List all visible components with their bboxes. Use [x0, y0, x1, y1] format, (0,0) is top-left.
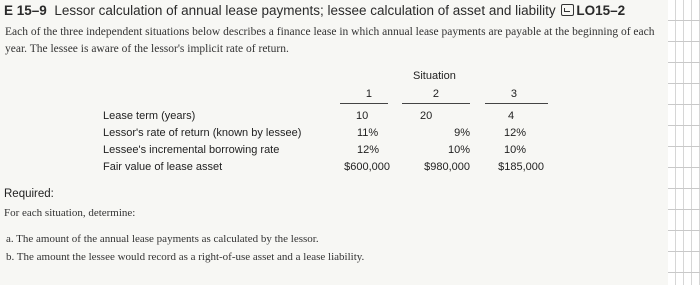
row-label-lessor-rate: Lessor's rate of return (known by lessee): [103, 127, 302, 139]
required-item-b: b. The amount the lessee would record as a right-of-use asset and a lease liability.: [6, 251, 365, 263]
table-cell: $185,000: [498, 161, 544, 173]
learning-objective[interactable]: LO15–2: [576, 3, 626, 18]
table-cell: 10%: [504, 144, 527, 156]
required-instruction: For each situation, determine:: [4, 207, 136, 219]
required-heading: Required:: [4, 188, 54, 200]
exercise-header: [4, 3, 625, 18]
column-header-2: 2: [432, 88, 439, 100]
exercise-number: E 15–9: [4, 3, 47, 18]
link-icon[interactable]: [561, 4, 574, 16]
situation-2-values: [412, 108, 470, 176]
row-label-fair-value: Fair value of lease asset: [103, 161, 223, 173]
situation-1-values: [332, 108, 390, 176]
table-cell: 11%: [357, 127, 379, 139]
table-cell: 12%: [504, 127, 527, 139]
row-label-lessee-rate: Lessee's incremental borrowing rate: [103, 144, 280, 156]
grid-paper-edge: [668, 0, 700, 285]
column-rule-3: [485, 103, 548, 104]
intro-paragraph: Each of the three independent situations below describes a finance lease in which annual lease payments are payable at the beginning of each year. The lessee is aware of the lessor's implicit rate of return.: [5, 26, 655, 55]
table-cell: $980,000: [424, 161, 470, 173]
table-cell: 20: [420, 110, 433, 122]
column-rule-2: [402, 103, 470, 104]
exercise-title: Lessor calculation of annual lease payments; lessee calculation of asset and liability: [54, 3, 556, 18]
table-cell: 9%: [454, 127, 470, 139]
column-rule-1: [340, 103, 388, 104]
row-label-lease-term: Lease term (years): [103, 110, 196, 122]
table-cell: 10: [356, 110, 369, 122]
column-header-1: 1: [365, 88, 372, 100]
required-item-a: a. The amount of the annual lease payments as calculated by the lessor.: [6, 233, 319, 245]
row-labels: [103, 108, 301, 176]
table-cell: $600,000: [344, 161, 390, 173]
column-header-3: 3: [510, 88, 517, 100]
situation-3-values: [490, 108, 544, 176]
table-cell: 4: [508, 110, 515, 122]
situation-header: Situation: [413, 70, 456, 82]
table-cell: 12%: [357, 144, 380, 156]
table-cell: 10%: [447, 144, 470, 156]
